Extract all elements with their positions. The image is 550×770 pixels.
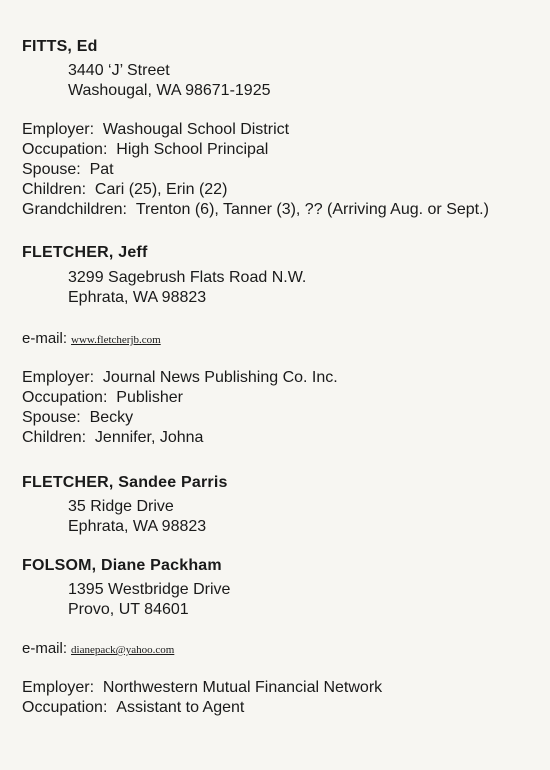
grandchildren-label: Grandchildren: — [22, 201, 127, 218]
last-name: FLETCHER, — [22, 474, 114, 491]
occupation-value: High School Principal — [116, 141, 269, 158]
address-line-1: 3299 Sagebrush Flats Road N.W. — [68, 269, 307, 286]
spouse-line — [22, 408, 542, 428]
children-value: Jennifer, Johna — [94, 429, 204, 446]
email-label: e-mail: — [22, 330, 68, 347]
spouse-value: Pat — [89, 161, 114, 178]
entry-name — [22, 38, 542, 56]
occupation-line — [22, 698, 542, 718]
address-line-2: Washougal, WA 98671-1925 — [68, 82, 271, 99]
email-line — [22, 640, 542, 658]
first-name: Jeff — [118, 244, 148, 261]
employer-value: Northwestern Mutual Financial Network — [102, 679, 383, 696]
grandchildren-value: Trenton (6), Tanner (3), ?? (Arriving Aug. or Sept.) — [135, 201, 489, 218]
employer-line — [22, 368, 542, 388]
entry-fitts-ed — [22, 38, 542, 220]
entry-fletcher-sandee — [22, 474, 542, 537]
address-line-2: Ephrata, WA 98823 — [68, 518, 207, 535]
email-line — [22, 330, 542, 348]
first-name: Diane Packham — [100, 557, 222, 574]
address-line-1: 1395 Westbridge Drive — [68, 581, 231, 598]
last-name: FOLSOM, — [22, 557, 97, 574]
children-label: Children: — [22, 181, 87, 198]
first-name: Sandee Parris — [118, 474, 228, 491]
entry-name — [22, 474, 542, 492]
address-line-2: Provo, UT 84601 — [68, 601, 189, 618]
grandchildren-line — [22, 200, 542, 220]
spouse-label: Spouse: — [22, 409, 81, 426]
occupation-line — [22, 388, 542, 408]
address-line-2: Ephrata, WA 98823 — [68, 289, 207, 306]
children-line — [22, 428, 542, 448]
occupation-label: Occupation: — [22, 141, 108, 158]
occupation-value: Assistant to Agent — [116, 699, 245, 716]
email-value[interactable]: www.fletcherjb.com — [71, 334, 161, 346]
email-value[interactable]: dianepack@yahoo.com — [71, 644, 175, 656]
children-line — [22, 180, 542, 200]
last-name: FITTS, — [22, 38, 73, 55]
employer-label: Employer: — [22, 369, 95, 386]
employer-label: Employer: — [22, 679, 95, 696]
first-name: Ed — [76, 38, 98, 55]
spouse-value: Becky — [89, 409, 134, 426]
entry-name — [22, 557, 542, 575]
address-line-1: 35 Ridge Drive — [68, 498, 174, 515]
employer-value: Journal News Publishing Co. Inc. — [102, 369, 338, 386]
spouse-label: Spouse: — [22, 161, 81, 178]
last-name: FLETCHER, — [22, 244, 114, 261]
employer-label: Employer: — [22, 121, 95, 138]
employer-line — [22, 120, 542, 140]
occupation-label: Occupation: — [22, 699, 108, 716]
occupation-label: Occupation: — [22, 389, 108, 406]
employer-value: Washougal School District — [102, 121, 290, 138]
email-label: e-mail: — [22, 640, 68, 657]
spouse-line — [22, 160, 542, 180]
occupation-value: Publisher — [116, 389, 183, 406]
entry-fletcher-jeff — [22, 244, 542, 448]
children-value: Cari (25), Erin (22) — [94, 181, 228, 198]
employer-line — [22, 678, 542, 698]
entry-name — [22, 244, 542, 262]
address-line-1: 3440 ‘J’ Street — [68, 62, 170, 79]
entry-folsom-diane — [22, 557, 542, 718]
children-label: Children: — [22, 429, 87, 446]
occupation-line — [22, 140, 542, 160]
